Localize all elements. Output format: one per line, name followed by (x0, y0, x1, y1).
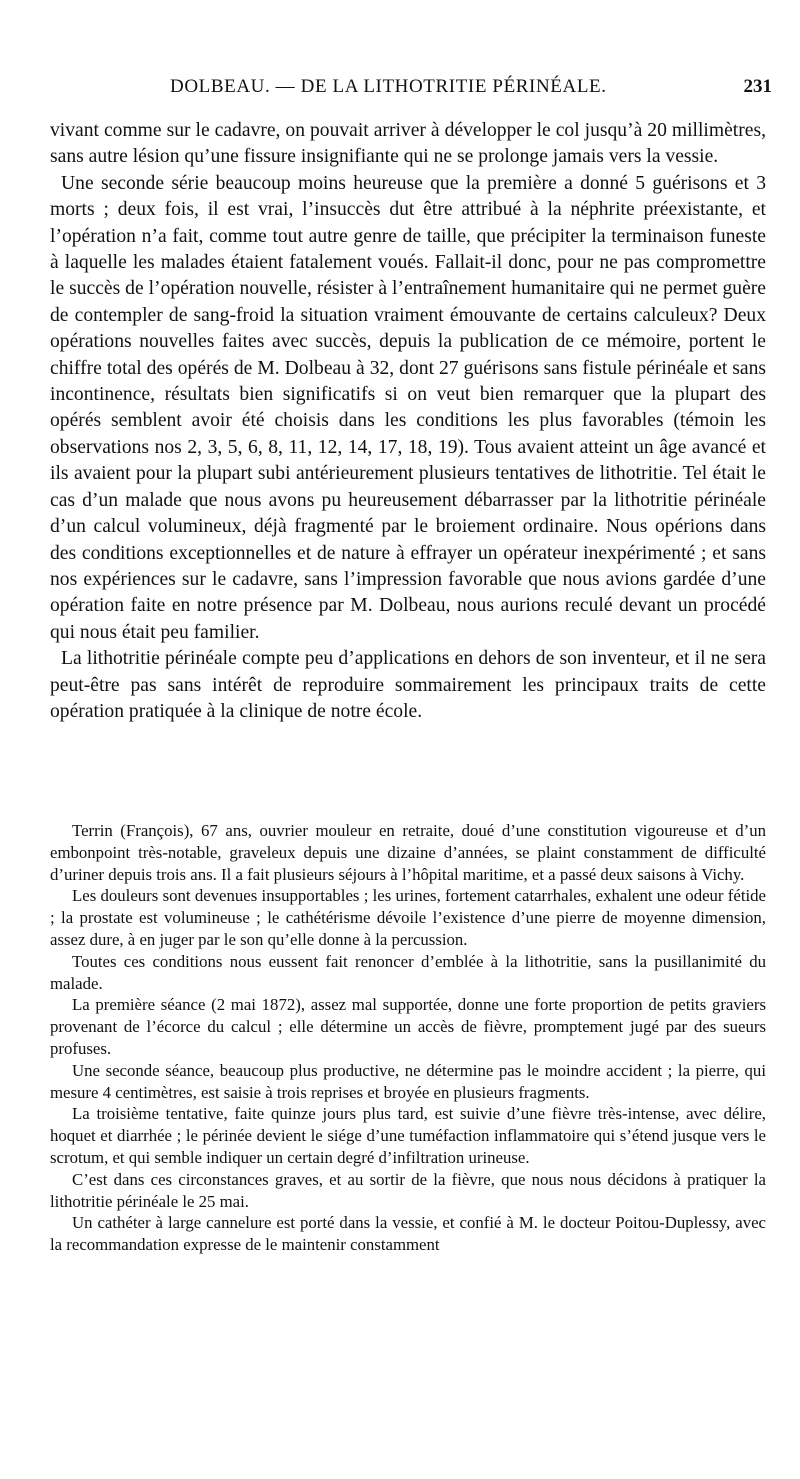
case-paragraph: La troisième tentative, faite quinze jours plus tard, est suivie d’une fièvre très-intense, avec délire, hoquet et diarrhée ; le périnée devient le siége d’une tuméfaction inflammatoire qui s’étend jusque vers le scrotum, et qui semble indiquer un certain degré d’infiltration urineuse. (50, 1104, 766, 1167)
case-paragraph: Les douleurs sont devenues insupportables ; les urines, fortement catarrhales, exhalent une odeur fétide ; la prostate est volumineuse ; le cathétérisme dévoile l’existence d’une pierre de moyenne dimension, assez dure, à en juger par le son qu’elle donne à la percussion. (50, 886, 766, 949)
paragraph: vivant comme sur le cadavre, on pouvait arriver à développer le col jusqu’à 20 millimètres, sans autre lésion qu’une fissure insignifiante qui ne se prolonge jamais vers la vessie. (50, 120, 766, 168)
case-paragraph: Terrin (François), 67 ans, ouvrier mouleur en retraite, doué d’une constitution vigoureuse et d’un embonpoint très-notable, graveleux depuis une dizaine d’années, se plaint constamment de difficulté d’uriner depuis trois ans. Il a fait plusieurs séjours à l’hôpital maritime, et a passé deux saisons à Vichy. (50, 821, 766, 884)
case-paragraph: Un cathéter à large cannelure est porté dans la vessie, et confié à M. le docteur Poitou-Duplessy, avec la recommandation expresse de le maintenir constamment (50, 1213, 766, 1255)
case-paragraph: C’est dans ces circonstances graves, et au sortir de la fièvre, que nous nous décidons à pratiquer la lithotritie périnéale le 25 mai. (50, 1169, 766, 1211)
running-head (52, 76, 772, 104)
case-paragraph: Toutes ces conditions nous eussent fait renoncer d’emblée à la lithotritie, sans la pusillanimité du malade. (50, 951, 766, 993)
case-paragraph: La première séance (2 mai 1872), assez mal supportée, donne une forte proportion de petits graviers provenant de l’écorce du calcul ; elle détermine un accès de fièvre, promptement jugé par des sueurs profuses. (50, 995, 766, 1058)
case-paragraph: Une seconde séance, beaucoup plus productive, ne détermine pas le moindre accident ; la pierre, qui mesure 4 centimètres, est saisie à trois reprises et broyée en plusieurs fragments. (50, 1060, 766, 1102)
main-text (50, 118, 766, 725)
paragraph: La lithotritie périnéale compte peu d’applications en dehors de son inventeur, et il ne sera peut-être pas sans intérêt de reproduire sommairement les principaux traits de cette opération pratiquée à la clinique de notre école. (50, 648, 766, 722)
paragraph: Une seconde série beaucoup moins heureuse que la première a donné 5 guérisons et 3 morts ; deux fois, il est vrai, l’insuccès dut être attribué à la néphrite préexistante, et l’opération n’a fait, comme tout autre genre de taille, que précipiter la terminaison funeste à laquelle les malades étaient fatalement voués. Fallait-il donc, pour ne pas compromettre le succès de l’opération nouvelle, résister à l’entraînement humanitaire qui ne permet guère de contempler de sang-froid la situation vraiment émouvante de certains calculeux? Deux opérations nouvelles faites avec succès, depuis la publication de ce mémoire, portent le chiffre total des opérés de M. Dolbeau à 32, dont 27 guérisons sans fistule périnéale et sans incontinence, résultats bien significatifs si on veut bien remarquer que la plupart des opérés semblent avoir été choisis dans les conditions les plus favorables (témoin les observations nos 2, 3, 5, 6, 8, 11, 12, 14, 17, 18, 19). Tous avaient atteint un âge avancé et ils avaient pour la plupart subi antérieurement plusieurs tentatives de lithotritie. Tel était le cas d’un malade que nous avons pu heureusement débarrasser par la lithotritie périnéale d’un calcul volumineux, déjà fragmenté par le broiement ordinaire. Nous opérions dans des conditions exceptionnelles et de nature à effrayer un opérateur inexpérimenté ; et sans nos expériences sur le cadavre, sans l’impression favorable que nous avions gardée d’une opération faite en notre présence par M. Dolbeau, nous aurions reculé devant un procédé qui nous était peu familier. (50, 172, 766, 643)
case-report (50, 820, 766, 1256)
page-number: 231 (743, 76, 772, 97)
running-title: DOLBEAU. — DE LA LITHOTRITIE PÉRINÉALE. (170, 76, 607, 97)
